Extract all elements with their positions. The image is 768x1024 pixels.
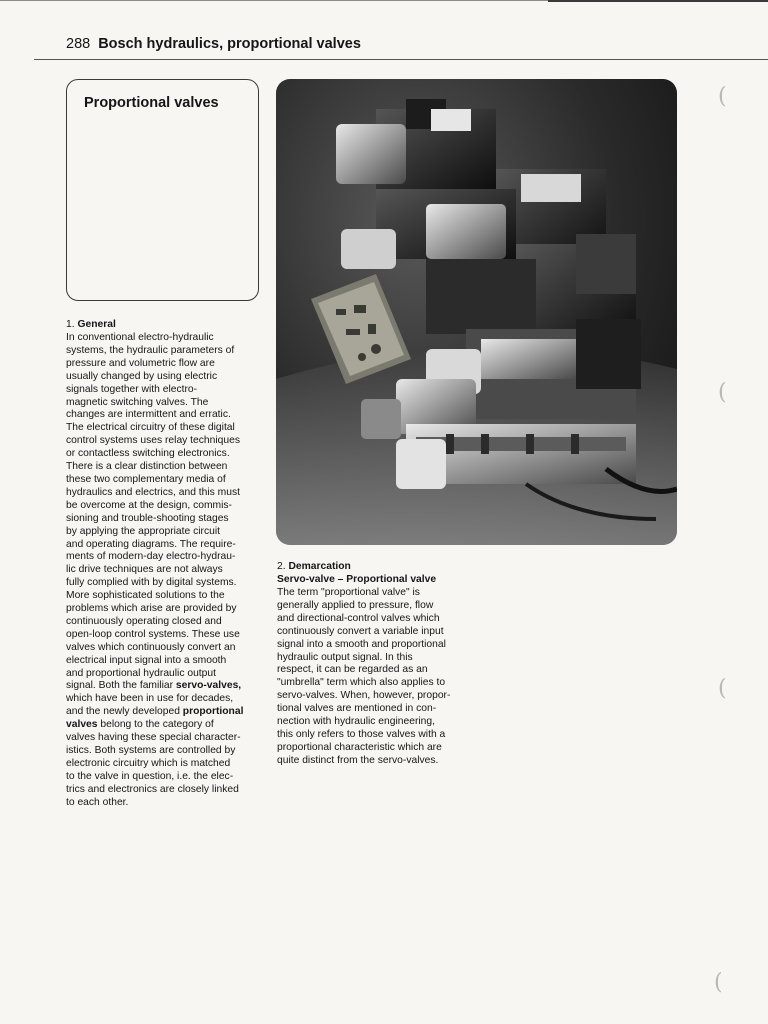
page-header-title: Bosch hydraulics, proportional valves bbox=[98, 36, 361, 52]
section-1-text-c: belong to the category of valves having these special character- istics. Both systems are controlled by electronic circuitry which is matched to the valve in question, i.e. the elec- trics and electronics are closely linked to each other. bbox=[66, 719, 241, 808]
section-1-text-a: In conventional electro-hydraulic systems, the hydraulic parameters of pressure and volumetric flow are usually changed by using electric signals together with electro- magnetic switching valves. The changes are intermittent and erratic. The electrical circuitry of these digital control systems uses relay techniques or contactless switching electronics. There is a clear distinction between these two complementary media of hydraulics and electrics, and this must be overcome at the design, commis- sioning and trouble-shooting stages by applying the appropriate circuit and operating diagrams. The require- ments of modern-day electro-hydrau- lic drive techniques are not always fully complied with by digital systems. More sophisticated solutions to the problems which arise are provided by continuously operating closed and open-loop control systems. These use valves which continuously convert an electrical input signal into a smooth and proportional hydraulic output signal. Both the familiar bbox=[66, 332, 240, 692]
section-2-subheading: Servo-valve – Proportional valve bbox=[277, 574, 437, 585]
section-1-body bbox=[66, 332, 271, 810]
section-1-bold-servo-valves: servo-valves, bbox=[175, 680, 242, 692]
header-rule bbox=[34, 59, 768, 60]
margin-binding-mark: ( bbox=[718, 676, 727, 701]
section-1-title: General bbox=[77, 319, 116, 330]
section-1-heading bbox=[66, 319, 116, 332]
section-1-bold-proportional-valves: proportional valves bbox=[66, 706, 244, 731]
section-2-body: The term "proportional valve" is generally applied to pressure, flow and directional-control valves which continuously convert a variable input signal into a smooth and proportional hydraulic output signal. In this respect, it can be regarded as an "umbrella" term which also applies to servo-valves. When, however, propor- tional valves are mentioned in con- nection with hydraulic engineering, this only refers to those valves with a proportional characteristic which are quite distinct from the servo-valves. bbox=[277, 587, 451, 766]
box-title: Proportional valves bbox=[84, 95, 219, 111]
page-header bbox=[66, 36, 361, 52]
valves-photo bbox=[276, 79, 677, 545]
top-edge-rule-dark bbox=[548, 0, 768, 2]
section-2-heading bbox=[277, 561, 351, 574]
page-number: 288 bbox=[66, 36, 91, 52]
margin-binding-mark: ( bbox=[718, 84, 727, 109]
section-2-number: 2. bbox=[277, 561, 286, 572]
margin-binding-mark: ( bbox=[718, 380, 727, 405]
section-2-title: Demarcation bbox=[288, 561, 351, 572]
section-1-text-b: which have been in use for decades, and the newly developed bbox=[66, 693, 234, 718]
section-1-number: 1. bbox=[66, 319, 75, 330]
title-box bbox=[66, 79, 259, 301]
valves-photo-illustration bbox=[276, 79, 677, 545]
margin-binding-mark: ( bbox=[714, 970, 723, 995]
